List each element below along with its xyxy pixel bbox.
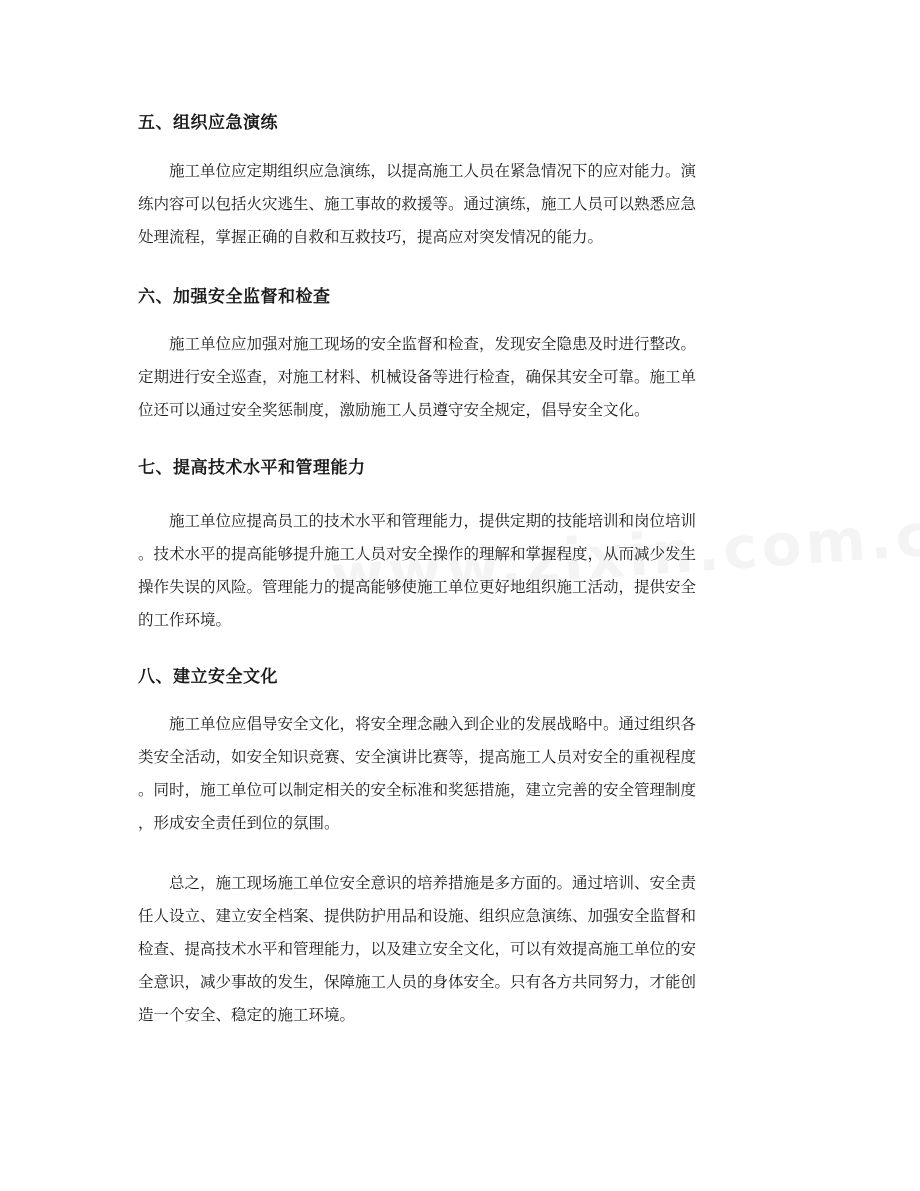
- paragraph-line: 造一个安全、稳定的施工环境。: [138, 1006, 356, 1024]
- paragraph-line: 。同时，施工单位可以制定相关的安全标准和奖惩措施，建立完善的安全管理制度: [138, 781, 697, 799]
- paragraph-line: 类安全活动，如安全知识竞赛、安全演讲比赛等，提高施工人员对安全的重视程度: [138, 748, 697, 766]
- paragraph-line: 施工单位应定期组织应急演练，以提高施工人员在紧急情况下的应对能力。演: [169, 162, 697, 180]
- paragraph-line: 操作失误的风险。管理能力的提高能够使施工单位更好地组织施工活动，提供安全: [138, 578, 697, 596]
- paragraph-line: 的工作环境。: [138, 611, 232, 629]
- section-heading-7: 七、提高技术水平和管理能力: [138, 458, 366, 478]
- paragraph-line: 检查、提高技术水平和管理能力，以及建立安全文化，可以有效提高施工单位的安: [138, 940, 697, 958]
- section-paragraph-7: [138, 505, 788, 637]
- paragraph-line: 处理流程，掌握正确的自救和互救技巧，提高应对突发情况的能力。: [138, 228, 604, 246]
- section-paragraph-5: [138, 155, 788, 254]
- paragraph-line: 定期进行安全巡查，对施工材料、机械设备等进行检查，确保其安全可靠。施工单: [138, 368, 697, 386]
- paragraph-line: 。技术水平的提高能够提升施工人员对安全操作的理解和掌握程度，从而减少发生: [138, 545, 697, 563]
- paragraph-line: 施工单位应倡导安全文化，将安全理念融入到企业的发展战略中。通过组织各: [169, 715, 697, 733]
- section-heading-5: 五、组织应急演练: [138, 113, 278, 133]
- section-heading-6: 六、加强安全监督和检查: [138, 287, 331, 307]
- paragraph-line: 施工单位应提高员工的技术水平和管理能力，提供定期的技能培训和岗位培训: [169, 512, 697, 530]
- section-paragraph-6: [138, 328, 788, 427]
- section-paragraph-8: [138, 708, 788, 840]
- paragraph-line: 施工单位应加强对施工现场的安全监督和检查，发现安全隐患及时进行整改。: [169, 335, 697, 353]
- conclusion-paragraph: [138, 867, 788, 1032]
- paragraph-line: 任人设立、建立安全档案、提供防护用品和设施、组织应急演练、加强安全监督和: [138, 907, 697, 925]
- paragraph-line: 练内容可以包括火灾逃生、施工事故的救援等。通过演练，施工人员可以熟悉应急: [138, 195, 697, 213]
- paragraph-line: 总之，施工现场施工单位安全意识的培养措施是多方面的。通过培训、安全责: [169, 874, 697, 892]
- paragraph-line: 全意识，减少事故的发生，保障施工人员的身体安全。只有各方共同努力，才能创: [138, 973, 697, 991]
- section-heading-8: 八、建立安全文化: [138, 667, 278, 687]
- paragraph-line: ，形成安全责任到位的氛围。: [138, 814, 340, 832]
- paragraph-line: 位还可以通过安全奖惩制度，激励施工人员遵守安全规定，倡导安全文化。: [138, 401, 650, 419]
